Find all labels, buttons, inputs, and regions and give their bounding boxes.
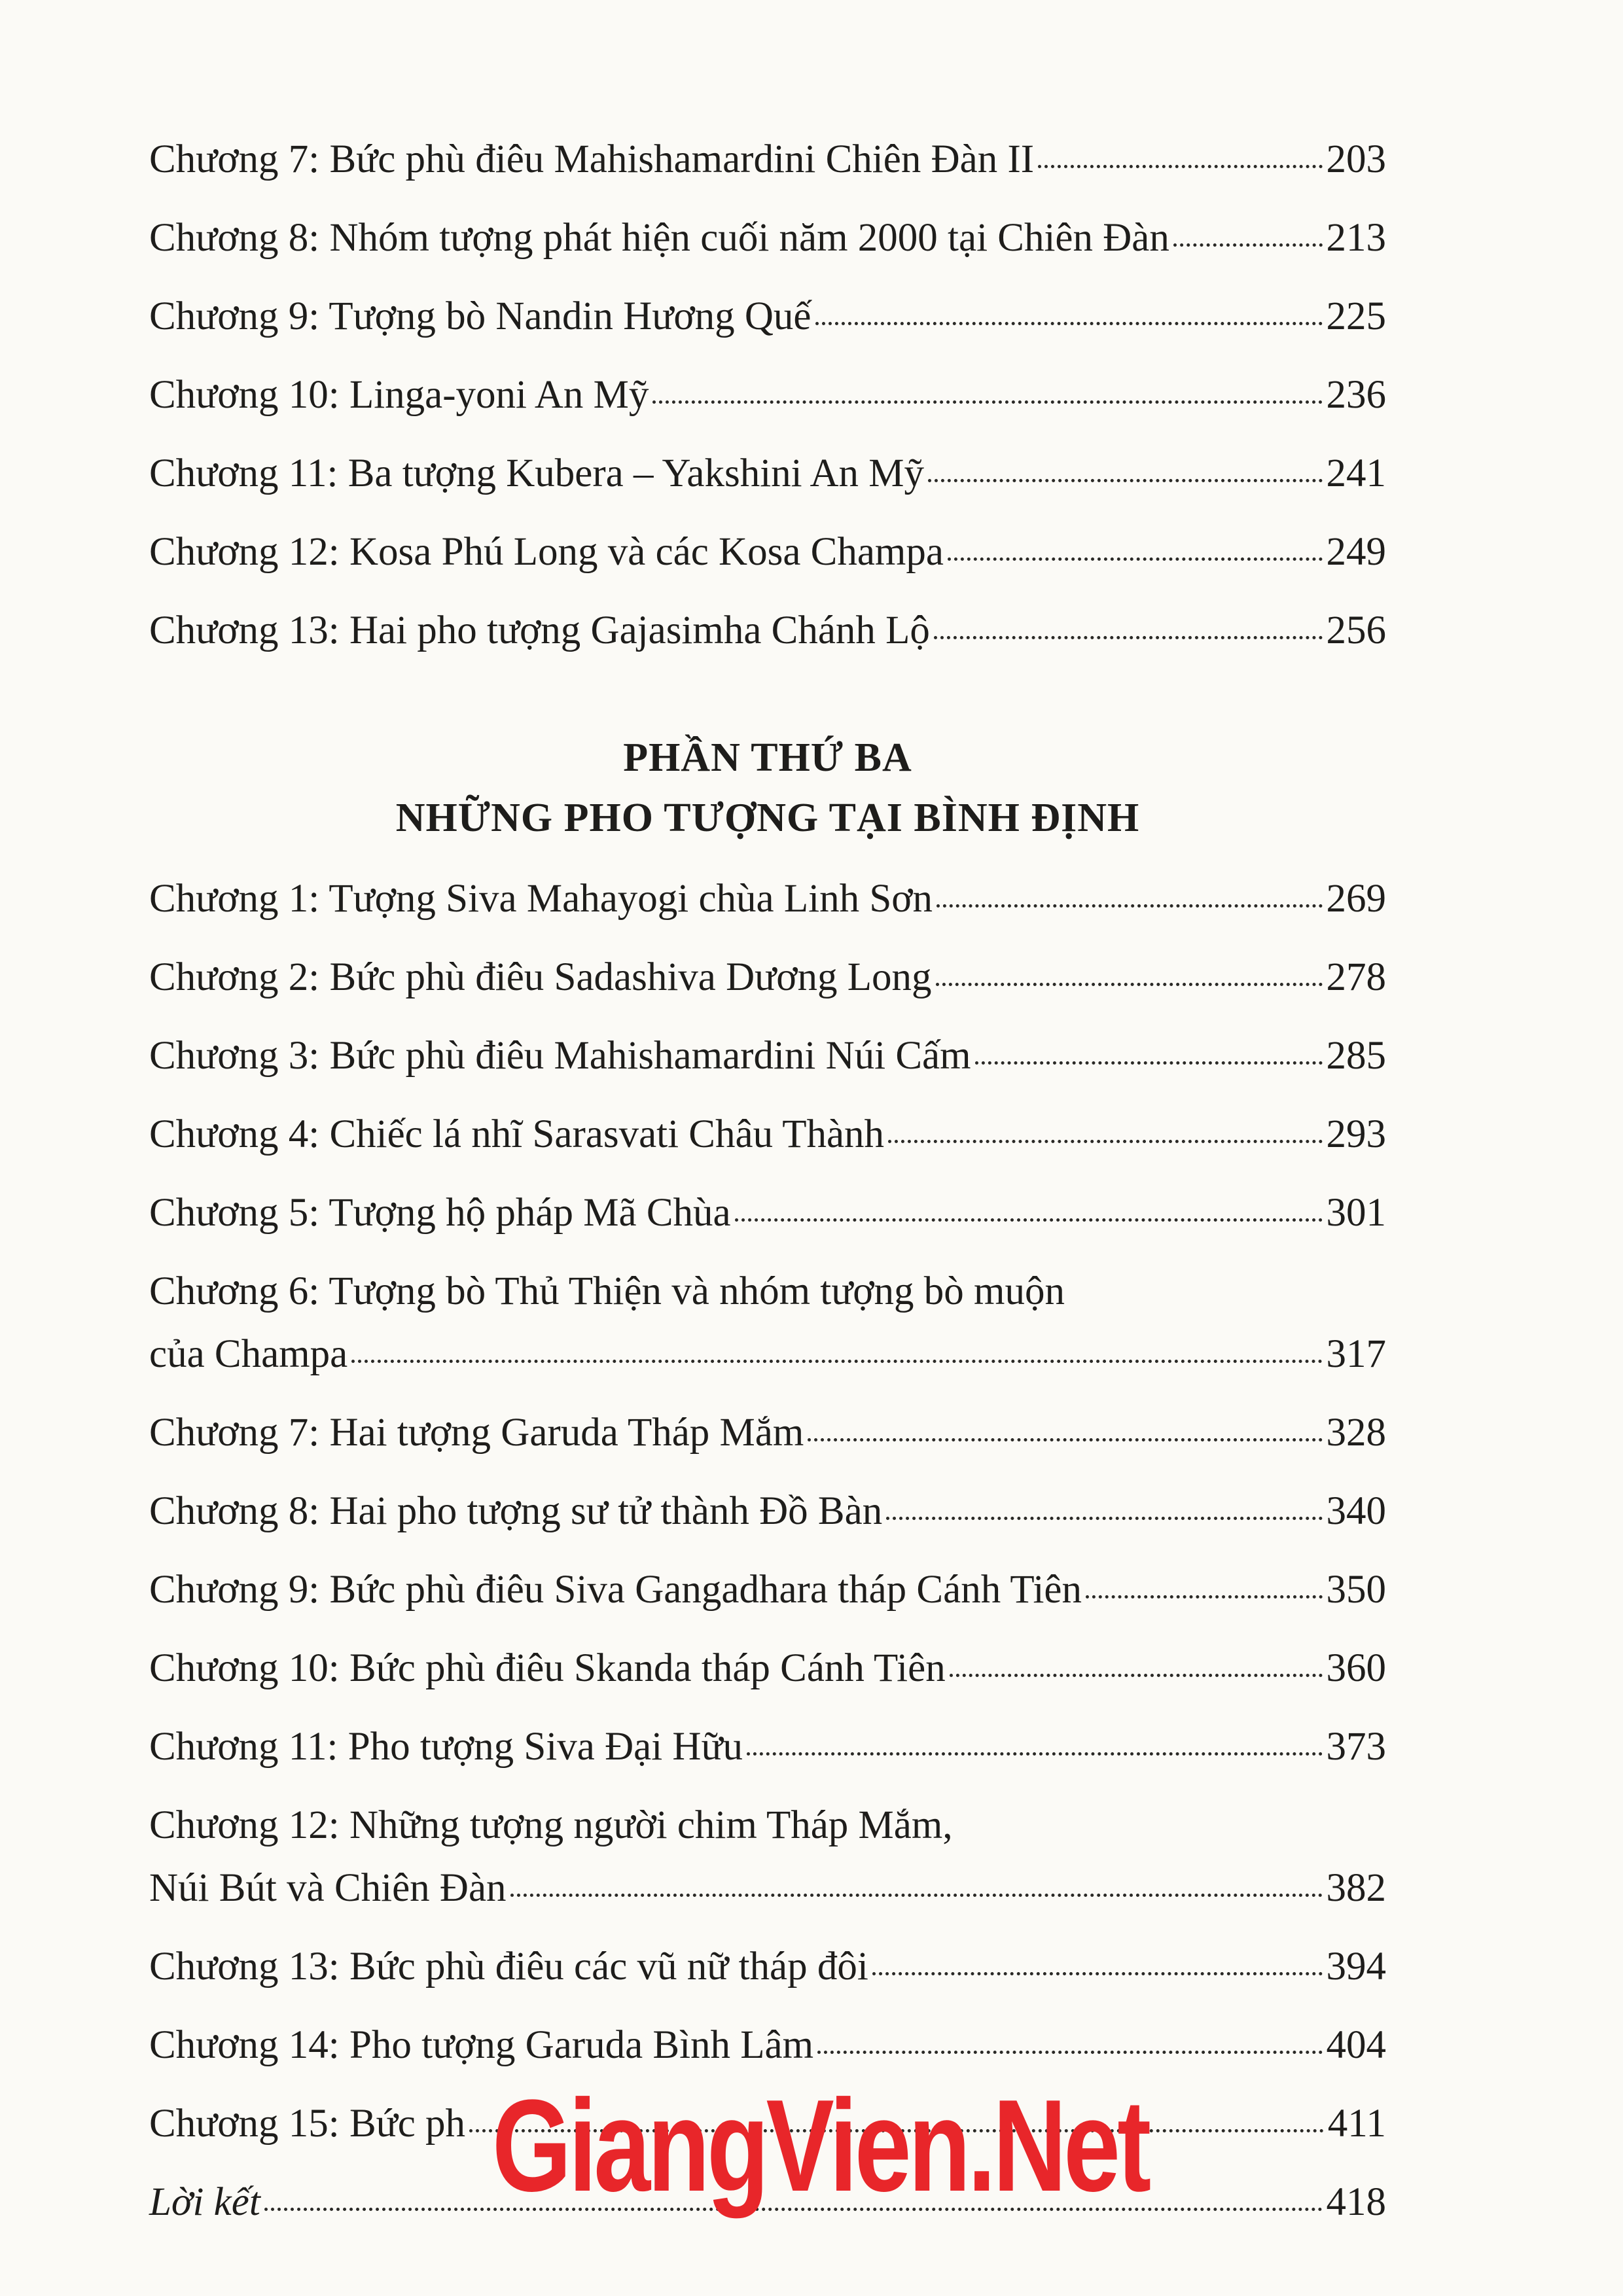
toc-entry[interactable] <box>149 364 1386 442</box>
toc-entry-page: 256 <box>1326 609 1386 652</box>
toc-entry-title: Chương 2: Bức phù điêu Sadashiva Dương Long <box>149 955 932 999</box>
toc-entry-page: 249 <box>1326 530 1386 574</box>
toc-entry-title: Chương 7: Bức phù điêu Mahishamardini Chiên Đàn II <box>149 137 1035 181</box>
toc-entry[interactable] <box>149 1103 1386 1182</box>
dot-leader <box>936 983 1323 986</box>
toc-part-two-tail <box>149 128 1386 678</box>
toc-entry[interactable] <box>149 599 1386 678</box>
toc-entry-title: Chương 12: Những tượng người chim Tháp Mắm, <box>149 1803 953 1847</box>
toc-entry-page: 317 <box>1326 1332 1386 1376</box>
dot-leader <box>652 400 1322 404</box>
dot-leader <box>351 1360 1322 1363</box>
toc-entry[interactable] <box>149 1025 1386 1103</box>
dot-leader <box>817 2051 1322 2054</box>
toc-entry-page: 340 <box>1326 1489 1386 1533</box>
toc-entry-title: Chương 7: Hai tượng Garuda Tháp Mắm <box>149 1411 804 1455</box>
toc-entry-page: 418 <box>1326 2180 1386 2224</box>
toc-entry-page: 285 <box>1326 1034 1386 1078</box>
part-title: NHỮNG PHO TƯỢNG TẠI BÌNH ĐỊNH <box>395 796 1140 840</box>
toc-entry-title: Chương 13: Bức phù điêu các vũ nữ tháp đôi <box>149 1945 868 1988</box>
toc-entry-page: 301 <box>1326 1191 1386 1235</box>
toc-entry-page: 241 <box>1326 451 1386 495</box>
toc-entry[interactable] <box>149 1260 1386 1402</box>
toc-entry[interactable] <box>149 1182 1386 1260</box>
toc-entry-page: 203 <box>1326 137 1386 181</box>
toc-entry-title: Chương 3: Bức phù điêu Mahishamardini Núi Cấm <box>149 1034 971 1078</box>
toc-entry-page: 382 <box>1326 1866 1386 1910</box>
toc-entry-page: 411 <box>1327 2102 1386 2146</box>
toc-entry-title: Chương 12: Kosa Phú Long và các Kosa Champa <box>149 530 944 574</box>
toc-entry[interactable] <box>149 1480 1386 1559</box>
toc-entry-title: Chương 9: Bức phù điêu Siva Gangadhara tháp Cánh Tiên <box>149 1568 1082 1612</box>
dot-leader <box>936 904 1322 908</box>
dot-leader <box>1038 165 1322 168</box>
toc-entry[interactable] <box>149 868 1386 946</box>
toc-entry[interactable] <box>149 1402 1386 1480</box>
toc-entry-title: Chương 4: Chiếc lá nhĩ Sarasvati Châu Thành <box>149 1112 885 1156</box>
dot-leader <box>975 1061 1323 1065</box>
toc-entry-page: 278 <box>1326 955 1386 999</box>
toc-entry-title: Chương 6: Tượng bò Thủ Thiện và nhóm tượng bò muộn <box>149 1269 1065 1313</box>
dot-leader <box>950 1674 1323 1677</box>
toc-part-three <box>149 868 1386 2250</box>
toc-entry[interactable] <box>149 1637 1386 1716</box>
toc-entry[interactable] <box>149 1716 1386 1794</box>
toc-entry-title: Chương 11: Ba tượng Kubera – Yakshini An Mỹ <box>149 451 925 495</box>
toc-entry-page: 328 <box>1326 1411 1386 1455</box>
dot-leader <box>735 1218 1323 1222</box>
dot-leader <box>888 1140 1322 1143</box>
dot-leader <box>747 1752 1322 1756</box>
toc-entry-page: 350 <box>1326 1568 1386 1612</box>
toc-entry-title: Lời kết <box>149 2180 260 2224</box>
dot-leader <box>1086 1595 1323 1598</box>
watermark: GiangVien.Net <box>492 2073 1149 2219</box>
toc-entry-title-continued: Núi Bút và Chiên Đàn <box>149 1866 507 1910</box>
toc-entry-title: Chương 8: Hai pho tượng sư tử thành Đồ Bàn <box>149 1489 883 1533</box>
toc-entry[interactable] <box>149 946 1386 1025</box>
dot-leader <box>928 479 1322 482</box>
dot-leader <box>886 1517 1322 1520</box>
toc-entry[interactable] <box>149 1794 1386 1935</box>
toc-entry[interactable] <box>149 207 1386 285</box>
dot-leader <box>872 1972 1323 1975</box>
part-label: PHẦN THỨ BA <box>623 735 912 780</box>
dot-leader <box>934 636 1323 639</box>
toc-entry[interactable] <box>149 442 1386 521</box>
toc-entry[interactable] <box>149 521 1386 599</box>
toc-entry-page: 269 <box>1326 877 1386 921</box>
toc-entry[interactable] <box>149 128 1386 207</box>
dot-leader <box>948 557 1323 561</box>
toc-entry-page: 404 <box>1326 2023 1386 2067</box>
toc-entry-page: 213 <box>1326 216 1386 260</box>
toc-entry-title: Chương 9: Tượng bò Nandin Hương Quế <box>149 294 812 338</box>
toc-entry-page: 360 <box>1326 1646 1386 1690</box>
toc-entry[interactable] <box>149 1559 1386 1637</box>
toc-entry-title: Chương 14: Pho tượng Garuda Bình Lâm <box>149 2023 814 2067</box>
toc-entry[interactable] <box>149 1935 1386 2014</box>
toc-entry-page: 394 <box>1326 1945 1386 1988</box>
toc-entry-title: Chương 8: Nhóm tượng phát hiện cuối năm 2000 tại Chiên Đàn <box>149 216 1169 260</box>
toc-entry-page: 236 <box>1326 373 1386 417</box>
toc-entry-title: Chương 10: Linga-yoni An Mỹ <box>149 373 649 417</box>
toc-entry-page: 373 <box>1326 1725 1386 1769</box>
toc-entry-page: 225 <box>1326 294 1386 338</box>
toc-entry-title-continued: của Champa <box>149 1332 348 1376</box>
dot-leader <box>815 322 1323 325</box>
toc-entry-title: Chương 1: Tượng Siva Mahayogi chùa Linh Sơn <box>149 877 933 921</box>
dot-leader <box>1173 243 1323 247</box>
toc-entry-title: Chương 13: Hai pho tượng Gajasimha Chánh Lộ <box>149 609 930 652</box>
toc-entry-title: Chương 11: Pho tượng Siva Đại Hữu <box>149 1725 743 1769</box>
dot-leader <box>510 1894 1323 1897</box>
toc-entry-page: 293 <box>1326 1112 1386 1156</box>
toc-entry-title: Chương 5: Tượng hộ pháp Mã Chùa <box>149 1191 731 1235</box>
dot-leader <box>808 1438 1322 1441</box>
toc-entry[interactable] <box>149 285 1386 364</box>
toc-entry-title: Chương 10: Bức phù điêu Skanda tháp Cánh Tiên <box>149 1646 946 1690</box>
toc-entry-title: Chương 15: Bức ph <box>149 2102 466 2146</box>
